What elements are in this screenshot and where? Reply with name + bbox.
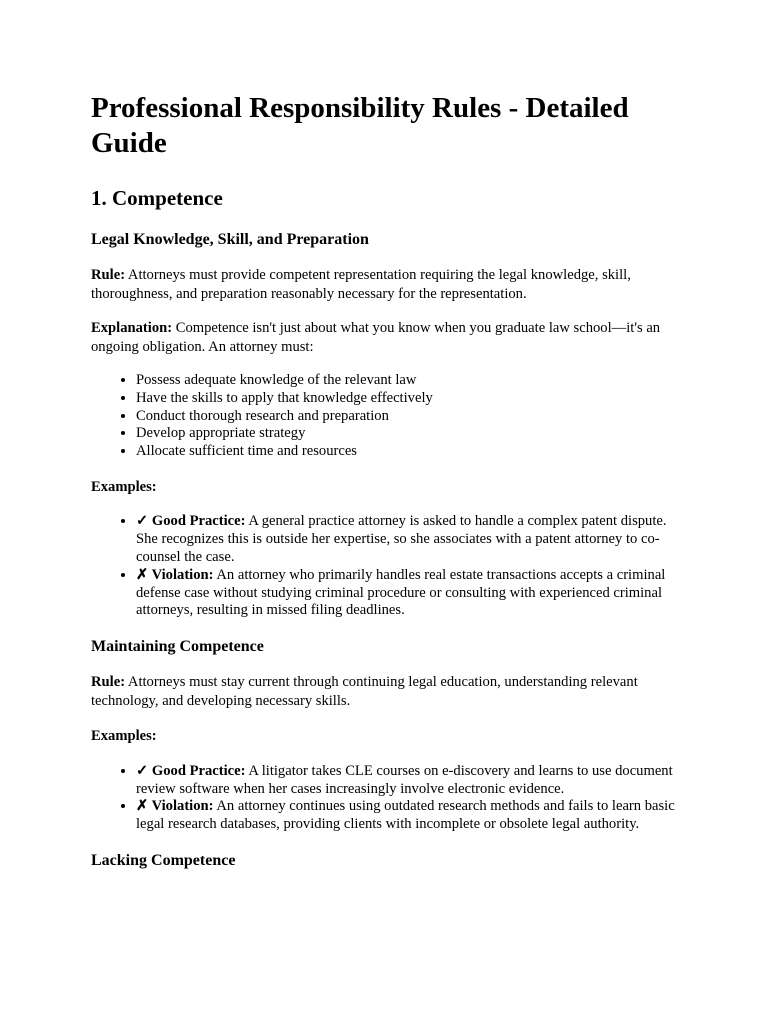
obligations-list (91, 372, 678, 461)
example-violation (136, 567, 678, 620)
rule-paragraph (91, 266, 678, 303)
document-title: Professional Responsibility Rules - Detailed Guide (91, 92, 629, 159)
example-good-practice (136, 513, 678, 566)
explanation-paragraph (91, 319, 678, 356)
rule-text: Attorneys must stay current through continuing legal education, understanding relevant technology, and developing necessary skills. (91, 674, 638, 709)
good-practice-label: ✓ Good Practice: (136, 762, 246, 779)
good-practice-label: ✓ Good Practice: (136, 513, 246, 530)
list-item: • Possess adequate knowledge of the relevant law (136, 372, 678, 390)
subsection-heading-lacking: Lacking Competence (91, 851, 236, 869)
list-item: • Allocate sufficient time and resources (136, 443, 678, 461)
examples-label: Examples: (91, 478, 157, 495)
example-good-practice (136, 763, 678, 799)
violation-label: ✗ Violation: (136, 566, 214, 583)
subsection-heading-knowledge: Legal Knowledge, Skill, and Preparation (91, 231, 369, 248)
explanation-text: Competence isn't just about what you know when you graduate law school—it's an ongoing obligation. An attorney must: (91, 320, 661, 355)
examples-label: Examples: (91, 728, 157, 745)
examples-paragraph (91, 478, 678, 497)
example-text: An attorney who primarily handles real estate transactions accepts a criminal defense case without studying criminal procedure or consulting with experienced criminal attorneys, resulting in missed filing deadlines. (136, 566, 666, 619)
explanation-label: Explanation: (91, 320, 173, 336)
examples-paragraph (91, 727, 678, 746)
rule-label: Rule: (91, 267, 126, 283)
subsection-heading-maintaining: Maintaining Competence (91, 638, 264, 656)
examples-list (91, 513, 678, 620)
example-violation (136, 798, 678, 834)
section-heading-competence: 1. Competence (91, 186, 223, 210)
list-item: • Conduct thorough research and preparation (136, 408, 678, 426)
rule-text: Attorneys must provide competent representation requiring the legal knowledge, skill, thoroughness, and preparation reasonably necessary for the representation. (91, 267, 631, 302)
rule-label: Rule: (91, 674, 126, 691)
list-item: • Have the skills to apply that knowledge effectively (136, 390, 678, 408)
example-text: A litigator takes CLE courses on e-discovery and learns to use document review software when her cases increasingly involve electronic evidence. (136, 762, 673, 797)
examples-list (91, 763, 678, 834)
example-text: An attorney continues using outdated research methods and fails to learn basic legal research databases, providing clients with incomplete or obsolete legal authority. (136, 798, 675, 833)
violation-label: ✗ Violation: (136, 798, 214, 815)
rule-paragraph (91, 673, 678, 710)
example-text: A general practice attorney is asked to handle a complex patent dispute. She recognizes this is outside her expertise, so she associates with a patent attorney to co-counsel the case. (136, 513, 667, 566)
list-item: • Develop appropriate strategy (136, 425, 678, 443)
